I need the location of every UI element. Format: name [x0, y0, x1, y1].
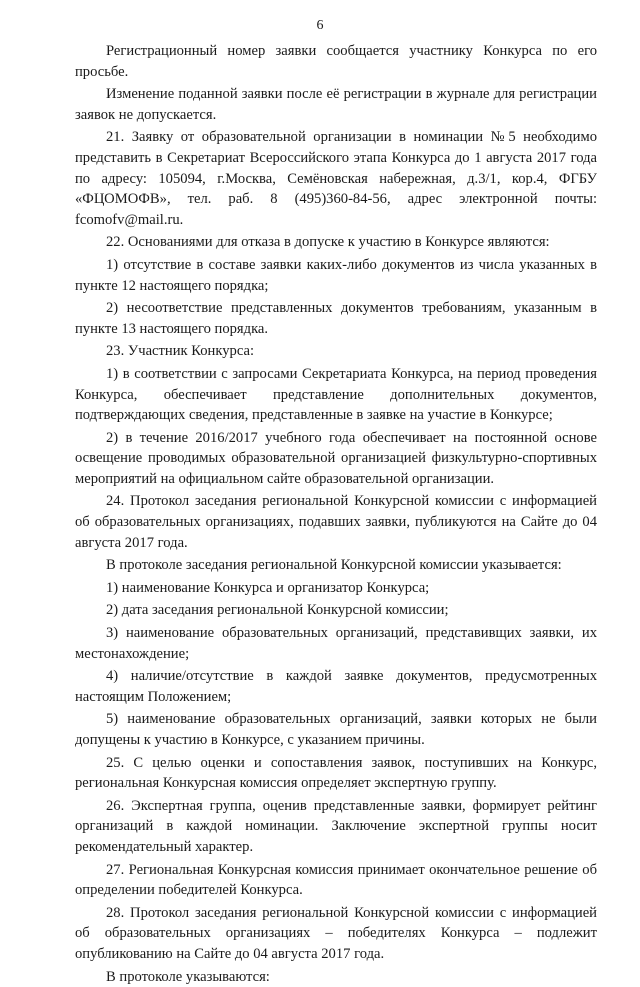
paragraph-protocol-indicates: В протоколе указываются: [106, 968, 270, 985]
paragraph-registration-number: Регистрационный номер заявки сообщается участнику Конкурса по его просьбе. [75, 43, 597, 80]
paragraph-protocol-item-3: 3) наименование образовательных организаций, представивщих заявки, их местонахождение; [75, 625, 597, 662]
paragraph-27: 27. Региональная Конкурсная комиссия принимает окончательное решение об определении победителей Конкурса. [75, 861, 597, 899]
paragraph-protocol-item-2: 2) дата заседания региональной Конкурсной комиссии; [106, 602, 449, 619]
page-number: 6 [316, 18, 324, 33]
paragraph-24: 24. Протокол заседания региональной Конкурсной комиссии с информацией об образовательных организациях, подавших заявки, публикуются на Сайте до 04 августа 2017 года. [75, 493, 597, 551]
paragraph-protocol-item-4: 4) наличие/отсутствие в каждой заявке документов, предусмотренных настоящим Положением; [75, 668, 597, 705]
paragraph-25: 25. С целью оценки и сопоставления заявок, поступивших на Конкурс, региональная Конкурсная комиссия определяет экспертную группу. [75, 754, 597, 792]
paragraph-application-change: Изменение поданной заявки после её регистрации в журнале для регистрации заявок не допускается. [75, 86, 597, 123]
paragraph-protocol-item-5: 5) наименование образовательных организаций, заявки которых не были допущены к участию в Конкурсе, с указанием причины. [75, 711, 597, 748]
document-body [75, 41, 597, 987]
paragraph-23-item-1: 1) в соответствии с запросами Секретариата Конкурса, на период проведения Конкурса, обеспечивает представление дополнительных документов, подтверждающих сведения, представленные в заявке на участие в Конкурсе; [75, 365, 597, 424]
paragraph-26: 26. Экспертная группа, оценив представленные заявки, формирует рейтинг организаций в каждой номинации. Заключение экспертной группы носит рекомендательный характер. [75, 797, 597, 855]
paragraph-protocol-contents: В протоколе заседания региональной Конкурсной комиссии указывается: [106, 557, 562, 574]
paragraph-22-item-1: 1) отсутствие в составе заявки каких-либо документов из числа указанных в пункте 12 настоящего порядка; [75, 256, 597, 294]
paragraph-23: 23. Участник Конкурса: [106, 343, 255, 360]
paragraph-22: 22. Основаниями для отказа в допуске к участию в Конкурсе являются: [106, 234, 550, 251]
paragraph-21: 21. Заявку от образовательной организации в номинации №5 необходимо представить в Секретариат Всероссийского этапа Конкурса до 1 августа 2017 года по адресу: 105094, г.Москва, Семёновская набережная, д.3/1, кор.4, ФГБУ «ФЦОМОФВ», тел. раб. 8 (495)360-84-56, адрес электронной почты: fcomofv@mail.ru. [75, 129, 597, 228]
paragraph-28: 28. Протокол заседания региональной Конкурсной комиссии с информацией об образовательных организациях – победителях Конкурса – подлежит опубликованию на Сайте до 04 августа 2017 года. [75, 904, 597, 962]
paragraph-23-item-2: 2) в течение 2016/2017 учебного года обеспечивает на постоянной основе освещение проводимых образовательной организацией физкультурно-спортивных мероприятий на официальном сайте образовательной организации. [75, 429, 597, 487]
paragraph-22-item-2: 2) несоответствие представленных документов требованиям, указанным в пункте 13 настоящего порядка. [75, 300, 597, 337]
paragraph-protocol-item-1: 1) наименование Конкурса и организатор Конкурса; [106, 579, 430, 596]
